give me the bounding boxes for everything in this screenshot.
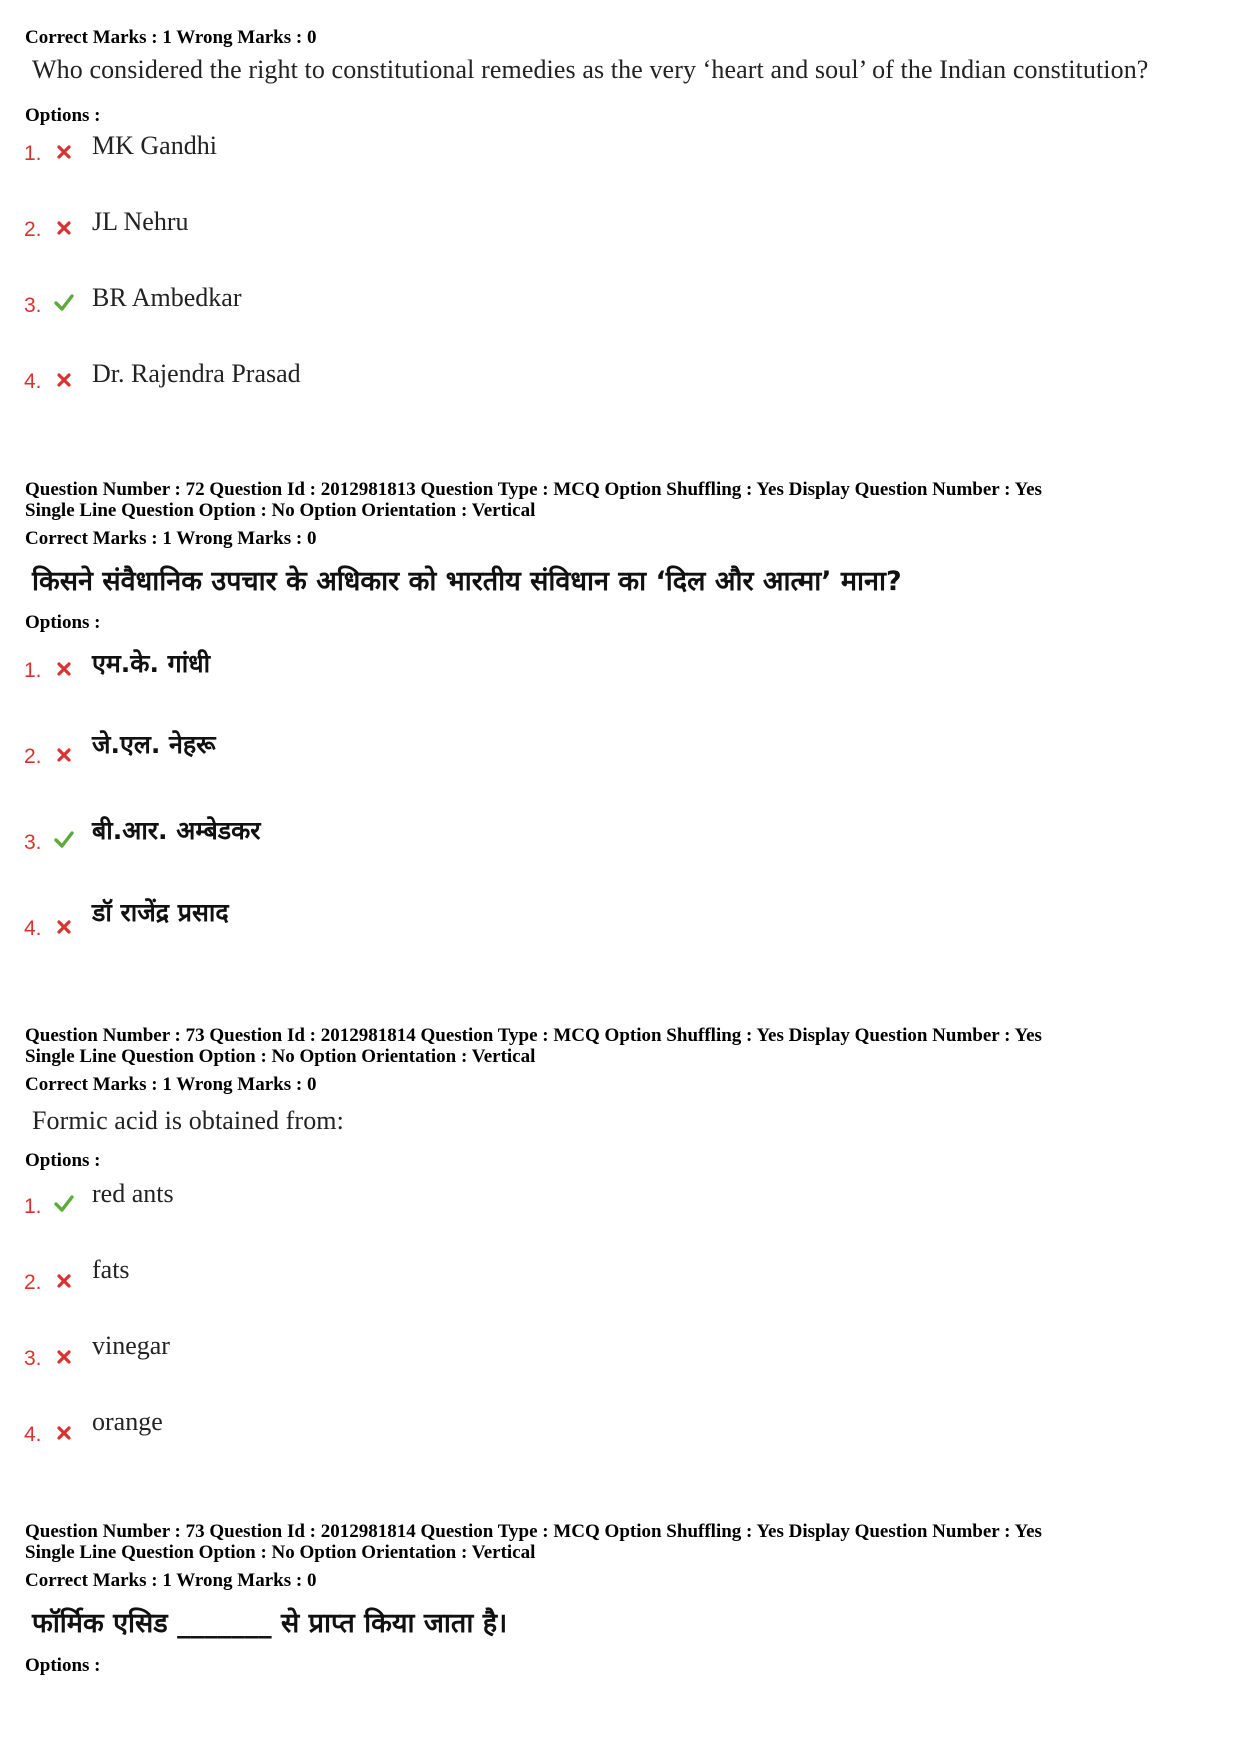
option-number: 3. [24, 1347, 42, 1370]
question-header-line2: Single Line Question Option : No Option Orientation : Vertical [25, 500, 536, 521]
marks-line: Correct Marks : 1 Wrong Marks : 0 [25, 1074, 317, 1095]
option-number: 4. [24, 1423, 42, 1446]
question-header-line2: Single Line Question Option : No Option Orientation : Vertical [25, 1046, 536, 1067]
option-text: red ants [92, 1179, 174, 1208]
option-text: MK Gandhi [92, 131, 217, 160]
cross-icon [54, 745, 74, 765]
check-icon [54, 1193, 74, 1213]
option-text: Dr. Rajendra Prasad [92, 359, 301, 388]
cross-icon [54, 218, 74, 238]
option-text: orange [92, 1407, 163, 1436]
marks-line: Correct Marks : 1 Wrong Marks : 0 [25, 1570, 317, 1591]
cross-icon [54, 1423, 74, 1443]
option-number: 1. [24, 1195, 42, 1218]
option-number: 2. [24, 218, 42, 241]
option-text: डॉ राजेंद्र प्रसाद [92, 898, 229, 927]
option-number: 1. [24, 142, 42, 165]
question-text: Who considered the right to constitutional remedies as the very ‘heart and soul’ of the Indian constitution? [32, 55, 1149, 84]
option-number: 4. [24, 917, 42, 940]
option-text: JL Nehru [92, 207, 189, 236]
options-label: Options : [25, 1150, 101, 1171]
question-header-line1: Question Number : 72 Question Id : 2012981813 Question Type : MCQ Option Shuffling : Yes Display Question Number : Yes [25, 479, 1042, 500]
cross-icon [54, 142, 74, 162]
question-text: किसने संवैधानिक उपचार के अधिकार को भारतीय संविधान का ‘दिल और आत्मा’ माना? [32, 566, 902, 597]
cross-icon [54, 1271, 74, 1291]
check-icon [54, 829, 74, 849]
option-text: बी.आर. अम्बेडकर [92, 816, 261, 845]
option-number: 4. [24, 370, 42, 393]
question-text: Formic acid is obtained from: [32, 1106, 344, 1135]
option-number: 2. [24, 1271, 42, 1294]
option-text: vinegar [92, 1331, 170, 1360]
options-label: Options : [25, 1655, 101, 1676]
question-text: फॉर्मिक एसिड _______ से प्राप्त किया जाता है। [32, 1608, 508, 1639]
options-label: Options : [25, 105, 101, 126]
option-text: BR Ambedkar [92, 283, 242, 312]
marks-line: Correct Marks : 1 Wrong Marks : 0 [25, 27, 317, 48]
check-icon [54, 292, 74, 312]
cross-icon [54, 917, 74, 937]
cross-icon [54, 659, 74, 679]
cross-icon [54, 370, 74, 390]
option-number: 3. [24, 294, 42, 317]
question-header-line1: Question Number : 73 Question Id : 2012981814 Question Type : MCQ Option Shuffling : Yes Display Question Number : Yes [25, 1025, 1042, 1046]
cross-icon [54, 1347, 74, 1367]
option-text: जे.एल. नेहरू [92, 730, 216, 759]
options-label: Options : [25, 612, 101, 633]
option-number: 3. [24, 831, 42, 854]
question-header-line2: Single Line Question Option : No Option Orientation : Vertical [25, 1542, 536, 1563]
option-text: fats [92, 1255, 130, 1284]
option-number: 1. [24, 659, 42, 682]
option-number: 2. [24, 745, 42, 768]
question-header-line1: Question Number : 73 Question Id : 2012981814 Question Type : MCQ Option Shuffling : Yes Display Question Number : Yes [25, 1521, 1042, 1542]
option-text: एम.के. गांधी [92, 649, 211, 678]
marks-line: Correct Marks : 1 Wrong Marks : 0 [25, 528, 317, 549]
